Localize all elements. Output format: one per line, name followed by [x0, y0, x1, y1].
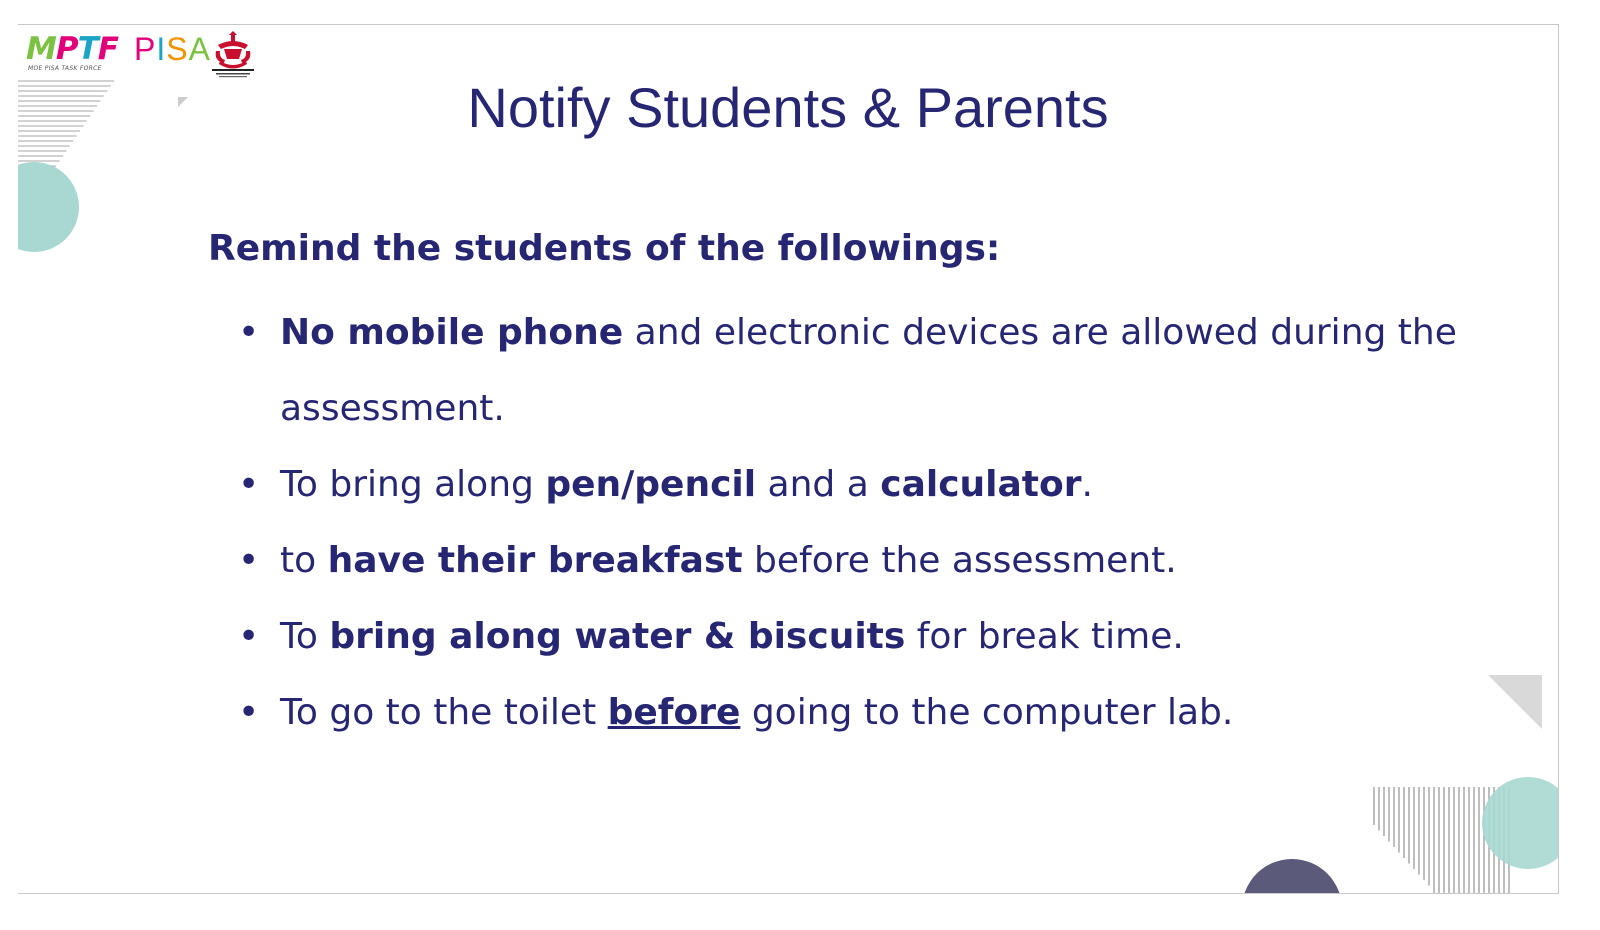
decorative-dark-circle — [1240, 857, 1344, 893]
bullet-text: to — [280, 540, 328, 581]
bullet-text: To go to the toilet — [280, 692, 608, 733]
decorative-teal-circle-left — [18, 161, 82, 253]
decorative-grey-triangle — [1486, 673, 1546, 733]
bullet-dot: • — [238, 616, 260, 657]
bullet-text: and electronic devices are allowed during the assessment. — [280, 312, 1457, 429]
bullet-text: To — [280, 616, 330, 657]
bullet-emphasis: No mobile phone — [280, 312, 624, 353]
bullet-item — [208, 295, 1488, 447]
bullet-text: going to the computer lab. — [740, 692, 1234, 733]
mptf-logo: MPTF — [26, 31, 118, 67]
bullet-item — [208, 599, 1488, 675]
slide-body — [208, 223, 1488, 751]
bullet-emphasis: have their breakfast — [327, 540, 743, 581]
decorative-teal-circle-right — [1482, 775, 1558, 871]
pisa-logo: PISA — [134, 31, 211, 67]
bullet-text: for break time. — [905, 616, 1184, 657]
bullet-emphasis: pen/pencil — [545, 464, 757, 505]
bullet-dot: • — [238, 692, 260, 733]
bullet-item — [208, 523, 1488, 599]
bullet-dot: • — [238, 540, 260, 581]
bullet-text: and a — [756, 464, 881, 505]
bullet-emphasis: calculator — [880, 464, 1082, 505]
bullet-dot: • — [238, 312, 260, 353]
bullet-text: To bring along — [280, 464, 546, 505]
intro-heading: Remind the students of the followings: — [208, 228, 1001, 269]
bullet-text: before the assessment. — [742, 540, 1177, 581]
bullet-emphasis: bring along water & biscuits — [329, 616, 906, 657]
bullet-text: . — [1081, 464, 1093, 505]
mptf-subtitle: MOE PISA TASK FORCE — [28, 65, 102, 72]
bullet-item — [208, 447, 1488, 523]
bullet-emphasis: before — [607, 692, 741, 733]
slide-title: Notify Students & Parents — [467, 76, 1109, 139]
slide — [18, 24, 1559, 894]
bullet-dot: • — [238, 464, 260, 505]
bullet-list — [208, 295, 1488, 751]
bullet-item — [208, 675, 1488, 751]
brunei-crest-icon — [210, 31, 256, 79]
